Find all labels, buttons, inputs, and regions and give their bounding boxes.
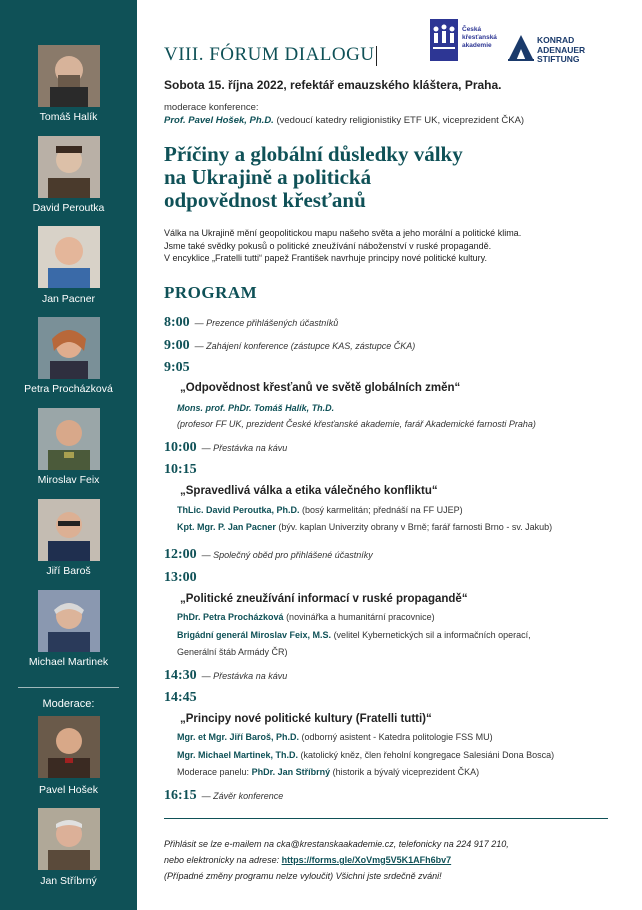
speaker-name: Jiří Baroš [46, 565, 91, 577]
cka-logo-mark [430, 19, 458, 61]
speaker-name: Petra Procházková [24, 383, 113, 395]
speaker-line: ThLic. David Peroutka, Ph.D. (bosý karmelitán; přednáší na FF UJEP) [177, 505, 463, 515]
speaker-line: Mgr. et Mgr. Jiří Baroš, Ph.D. (odborný asistent - Katedra politologie FSS MU) [177, 732, 493, 742]
program-time: 10:15 [164, 462, 197, 477]
speaker-name: David Peroutka [32, 202, 105, 214]
conference-moderation: moderace konference: Prof. Pavel Hošek, Ph.D. (vedoucí katedry religionistiky ETF UK, viceprezident ČKA) [164, 102, 525, 126]
speaker-photo-feix [38, 408, 100, 470]
speaker-line: Kpt. Mgr. P. Jan Pacner (býv. kaplan Univerzity obrany v Brně; farář farnosti Brno - sv. Jakub) [177, 522, 553, 532]
speaker-note: (profesor FF UK, prezident České křesťanské akademie, farář Akademické farnosti Praha) [177, 419, 536, 429]
moderator-name: Pavel Hošek [39, 784, 98, 796]
speaker-line: Moderace panelu: PhDr. Jan Stříbrný (historik a bývalý viceprezident ČKA) [177, 767, 480, 777]
speaker-photo-baros [38, 499, 100, 561]
conference-title: Příčiny a globální důsledky války na Ukrajině a politická odpovědnost křesťanů [164, 142, 463, 212]
speaker-photo-halik [38, 45, 100, 107]
speaker-name: Michael Martinek [28, 656, 109, 668]
speaker-photo-prochazkova [38, 317, 100, 379]
moderator-name: Jan Stříbrný [40, 875, 97, 887]
talk-title: „Odpovědnost křesťanů ve světě globálních změn“ [180, 382, 461, 394]
moderator-photo-hosek [38, 716, 100, 778]
main-content [137, 0, 642, 910]
program-item: 9:00 — Zahájení konference (zástupce KAS, zástupce ČKA) [164, 338, 416, 353]
registration-info: Přihlásit se lze e-mailem na cka@krestanskaakademie.cz, telefonicky na 224 917 210, nebo elektronicky na adrese: https://forms.gle/XoVmg5V5K1AFh6bv7 (Případné změny programu nelze vyloučit) Všichni jste srdečně zváni! [164, 839, 509, 881]
program-heading: PROGRAM [164, 283, 258, 302]
event-date: Sobota 15. října 2022, refektář emauzského kláštera, Praha. [164, 78, 502, 92]
speaker-note: Generální štáb Armády ČR) [177, 647, 288, 657]
kas-logo-mark [508, 35, 534, 61]
speaker-sidebar [0, 0, 137, 910]
talk-title: „Principy nové politické kultury (Fratelli tutti)“ [180, 713, 432, 725]
registration-link[interactable]: https://forms.gle/XoVmg5V5K1AFh6bv7 [281, 855, 452, 865]
footer-divider [164, 818, 608, 819]
forum-title: VIII. FÓRUM DIALOGU [164, 44, 375, 65]
sidebar-divider [18, 687, 119, 688]
moderator-photo-stribrny [38, 808, 100, 870]
program-item: 8:00 — Prezence přihlášených účastníků [164, 315, 339, 330]
program-item: 12:00 — Společný oběd pro přihlášené účastníky [164, 547, 373, 562]
speaker-name: Miroslav Feix [37, 474, 100, 486]
speaker-photo-pacner [38, 226, 100, 288]
speaker-name: Jan Pacner [41, 293, 96, 305]
text-cursor [376, 46, 377, 66]
speaker-line: PhDr. Petra Procházková (novinářka a humanitární pracovnice) [177, 612, 435, 622]
kas-logo-text: KONRAD ADENAUER STIFTUNG [537, 35, 586, 64]
talk-title: „Politické zneužívání informací v ruské propagandě“ [180, 593, 468, 605]
speaker-photo-martinek [38, 590, 100, 652]
program-item: 14:30 — Přestávka na kávu [164, 668, 288, 683]
moderators-label: Moderace: [42, 698, 95, 710]
cka-logo-text: Česká křesťanská akademie [462, 26, 497, 49]
talk-title: „Spravedlivá válka a etika válečného konfliktu“ [180, 485, 438, 497]
speaker-name: Tomáš Halík [39, 111, 98, 123]
kas-logo [508, 35, 628, 65]
speaker-line: Mgr. Michael Martinek, Th.D. (katolický kněz, člen řeholní kongregace Salesiáni Dona Bosca) [177, 750, 555, 760]
program-time: 13:00 [164, 570, 197, 585]
speaker-line: Mons. prof. PhDr. Tomáš Halík, Th.D. [177, 403, 335, 413]
program-time: 9:05 [164, 360, 190, 375]
speaker-line: Brigádní generál Miroslav Feix, M.S. (velitel Kybernetických sil a informačních operací, [177, 630, 531, 640]
cka-logo [430, 19, 498, 63]
program-item: 16:15 — Závěr konference [164, 788, 284, 803]
speaker-photo-peroutka [38, 136, 100, 198]
program-time: 14:45 [164, 690, 197, 705]
conference-intro: Válka na Ukrajině mění geopolitickou mapu našeho světa a jeho morální a politické klima. Jsme také svědky pokusů o politické zneužívání náboženství v ruské propagandě. V encyklice „Fratelli tutti“ papež František navrhuje principy nové politické kultury. [164, 228, 522, 263]
program-item: 10:00 — Přestávka na kávu [164, 440, 288, 455]
